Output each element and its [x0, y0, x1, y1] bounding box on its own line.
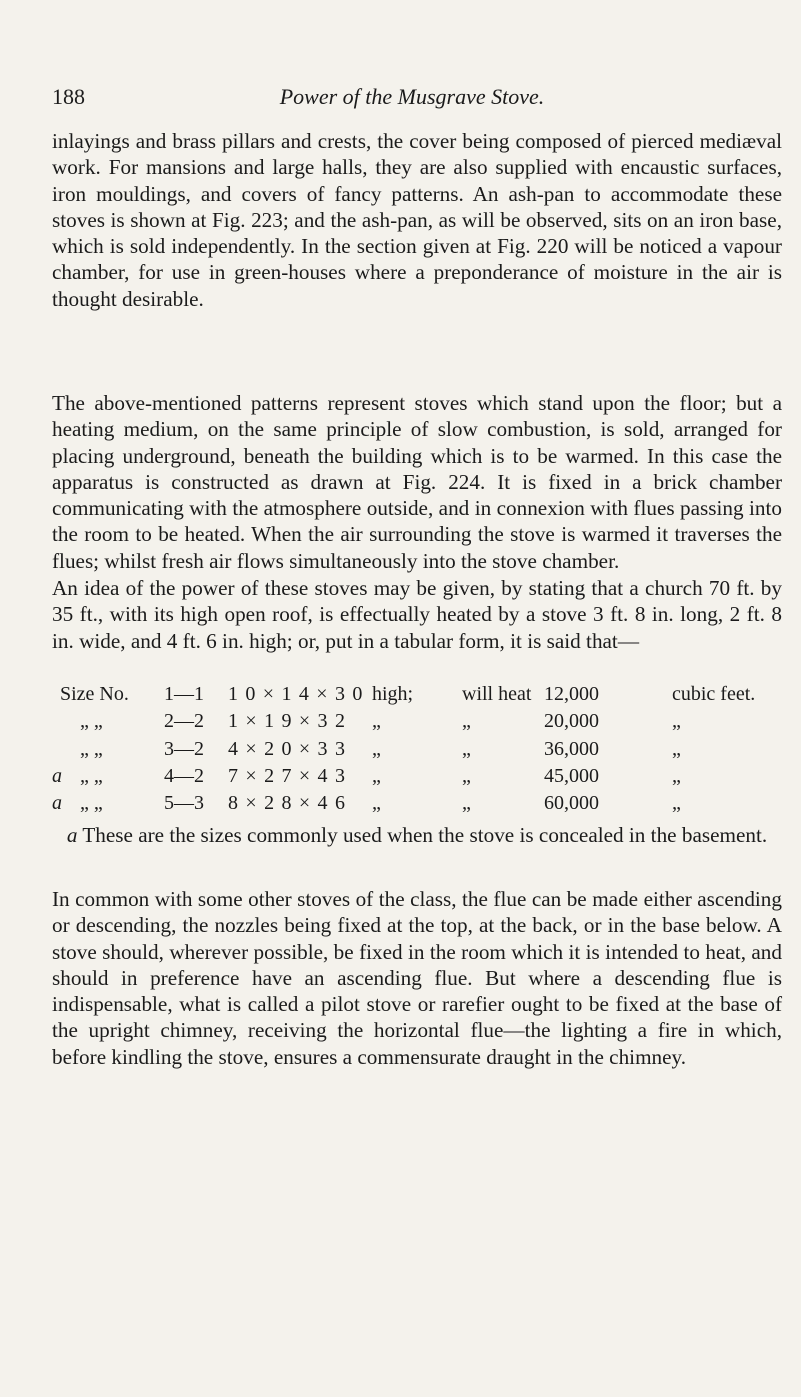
high-label: „: [372, 764, 381, 787]
table-row: [52, 681, 782, 708]
high-label: „: [372, 792, 381, 815]
high-label: „: [372, 710, 381, 733]
body-text: [52, 390, 782, 574]
cubic-value: 60,000: [544, 792, 599, 815]
heat-label: „: [462, 710, 471, 733]
table-row: [52, 708, 782, 735]
size-label: „ „: [80, 792, 103, 815]
dimensions: 7 × 2 7 × 4 3: [228, 764, 347, 787]
page-number: 188: [52, 84, 85, 109]
dimensions: 1 0 × 1 4 × 3 0: [228, 683, 364, 705]
row-mark: a: [52, 792, 62, 815]
cubic-value: 20,000: [544, 710, 599, 733]
cubic-value: 45,000: [544, 764, 599, 787]
footnote: [52, 822, 782, 848]
footnote-text: These are the sizes commonly used when the stove is concealed in the basement.: [82, 823, 768, 847]
high-label: „: [372, 737, 381, 760]
unit-label: cubic feet.: [672, 683, 756, 705]
unit-label: „: [672, 710, 681, 733]
size-number: 4—2: [164, 764, 204, 787]
size-label: Size No.: [60, 683, 129, 705]
dimensions: 1 × 1 9 × 3 2: [228, 710, 347, 733]
footnote-mark: a: [66, 823, 78, 847]
heat-label: „: [462, 792, 471, 815]
cubic-value: 36,000: [544, 737, 599, 760]
cubic-value: 12,000: [544, 683, 599, 705]
size-label: „ „: [80, 737, 103, 760]
body-text: [52, 575, 782, 654]
size-label: „ „: [80, 764, 103, 787]
size-number: 5—3: [164, 792, 204, 815]
dimensions: 8 × 2 8 × 4 6: [228, 792, 347, 815]
unit-label: „: [672, 764, 681, 787]
table-row: [52, 736, 782, 763]
page-header: [52, 84, 772, 116]
paragraph-1: inlayings and brass pillars and crests, the cover being composed of pierced mediæval work. For mansions and large halls, they are also supplied with encaustic surfaces, iron mouldings, and covers of fancy patterns. An ash-pan to accommodate these stoves is shown at Fig. 223; and the ash-pan, as will be observed, sits on an iron base, which is sold independently. In the section given at Fig. 220 will be noticed a vapour chamber, for use in green-houses where a preponderance of moisture in the air is thought desirable.: [52, 129, 782, 311]
dimensions: 4 × 2 0 × 3 3: [228, 737, 347, 760]
paragraph-3: An idea of the power of these stoves may be given, by stating that a church 70 ft. by 35 ft., with its high open roof, is effectually heated by a stove 3 ft. 8 in. long, 2 ft. 8 in. wide, and 4 ft. 6 in. high; or, put in a tabular form, it is said that—: [52, 576, 782, 653]
paragraph-4: In common with some other stoves of the class, the flue can be made either ascending or descending, the nozzles being fixed at the top, at the back, or in the base below. A stove should, wherever possible, be fixed in the room which it is intended to heat, and should in preference have an ascending flue. But where a descending flue is indispensable, what is called a pilot stove or rarefier ought to be fixed at the base of the upright chimney, receiving the horizontal flue—the lighting a fire in which, before kindling the stove, ensures a commensurate draught in the chimney.: [52, 887, 782, 1069]
table-row: [52, 790, 782, 817]
unit-label: „: [672, 792, 681, 815]
high-label: high;: [372, 683, 414, 705]
body-text: [52, 128, 782, 312]
running-title: Power of the Musgrave Stove.: [279, 84, 545, 109]
row-mark: a: [52, 764, 62, 787]
heat-label: „: [462, 737, 471, 760]
heat-label: „: [462, 764, 471, 787]
table-row: [52, 763, 782, 790]
size-number: 2—2: [164, 710, 204, 733]
unit-label: „: [672, 737, 681, 760]
heat-label: will heat: [462, 683, 532, 705]
body-text: [52, 886, 782, 1070]
paragraph-2: The above-mentioned patterns represent stoves which stand upon the floor; but a heating medium, on the same principle of slow combustion, is sold, arranged for placing underground, beneath the building which is to be warmed. In this case the apparatus is constructed as drawn at Fig. 224. It is fixed in a brick chamber communicating with the atmosphere outside, and in connexion with flues passing into the room to be heated. When the air surrounding the stove is warmed it traverses the flues; whilst fresh air flows simultaneously into the stove chamber.: [52, 391, 782, 573]
size-number: 1—1: [164, 683, 204, 705]
size-label: „ „: [80, 710, 103, 733]
stove-size-table: [52, 681, 782, 817]
size-number: 3—2: [164, 737, 204, 760]
